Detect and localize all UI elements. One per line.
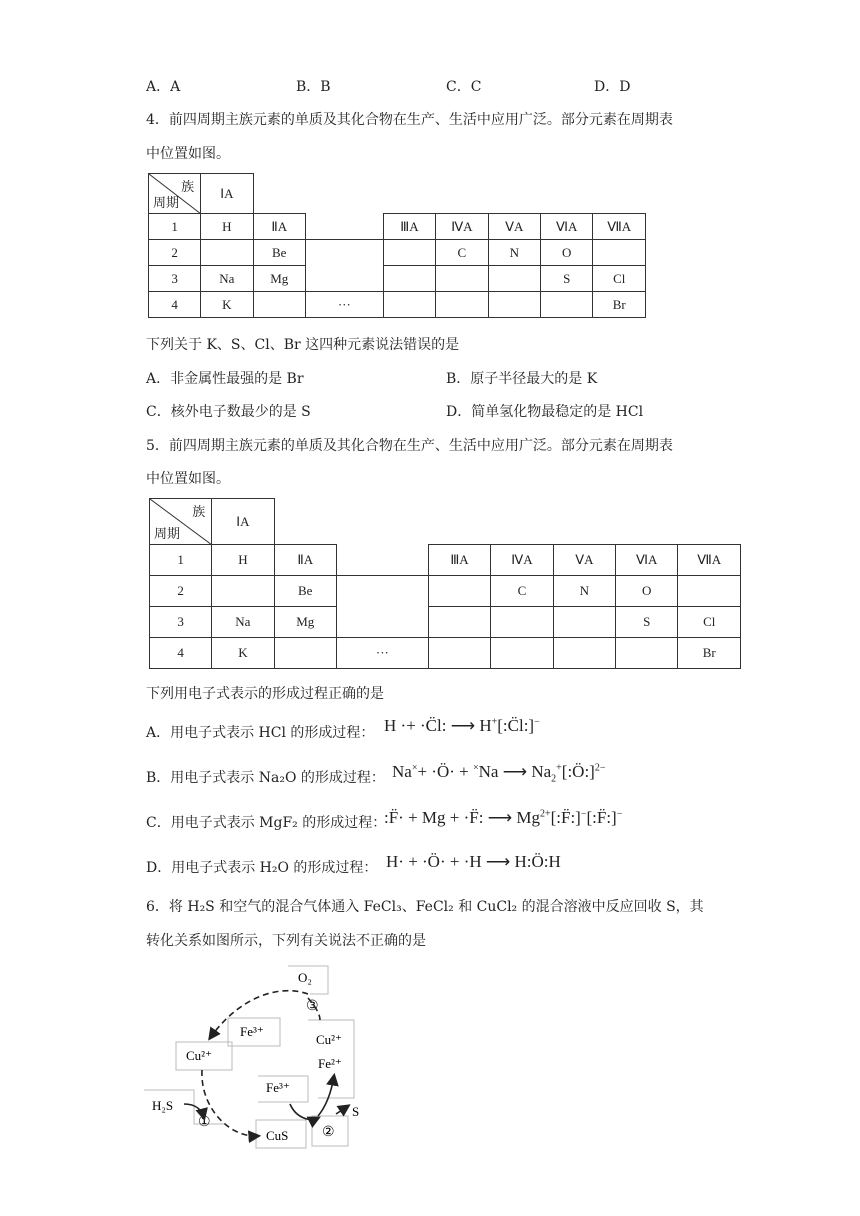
fe3-label-bottom: Fe³⁺ <box>266 1080 290 1095</box>
step-3-marker: ③ <box>306 999 319 1014</box>
cus-label: CuS <box>266 1128 289 1143</box>
s-label: S <box>352 1104 360 1119</box>
fe2-label: Fe²⁺ <box>318 1056 342 1071</box>
step-2-marker: ② <box>322 1125 335 1140</box>
q5-stem: 下列用电子式表示的形成过程正确的是 <box>146 686 384 702</box>
q5-intro-line2: 中位置如图。 <box>146 471 230 487</box>
conversion-cycle-diagram <box>140 958 380 1158</box>
periodic-table-q5: 族 周期 ⅠA 1 H ⅡA ⅢA ⅣA ⅤA ⅥA ⅦA 2 Be C N O 3 Na Mg S Cl 4 K ··· Br <box>149 498 741 669</box>
periodic-table-q4: 族 周期 ⅠA 1 H ⅡA ⅢA ⅣA ⅤA ⅥA ⅦA 2 Be C N O 3 Na Mg S Cl 4 K ··· Br <box>148 173 646 318</box>
electron-formula-h2o: H· + ·Ö· + ·H ⟶ H:Ö:H <box>386 852 561 871</box>
table-corner: 族 周期 <box>150 499 212 545</box>
electron-formula-na2o: Na×+ ·Ö· + ×Na ⟶ $Na_2^+[:Ö:]^{2-}$ <box>392 762 606 785</box>
electron-formula-mgf2: :F̈· + Mg + ·F̈: ⟶ $Mg^{2+}[:F̈:]^-[:F̈:]^-$ <box>384 808 623 827</box>
q3-option-a: A．A <box>146 79 181 95</box>
step-1-marker: ① <box>198 1115 211 1130</box>
q6-line2: 转化关系如图所示，下列有关说法不正确的是 <box>146 933 426 949</box>
q4-option-c: C．核外电子数最少的是 S <box>146 404 311 420</box>
table-corner: 族 周期 <box>149 174 201 214</box>
q5-option-b: B．用电子式表示 Na₂O 的形成过程： <box>146 770 385 786</box>
fe3-label-top: Fe³⁺ <box>240 1024 264 1039</box>
q5-intro-line1: 5．前四周期主族元素的单质及其化合物在生产、生活中应用广泛。部分元素在周期表 <box>146 438 673 454</box>
h2s-label: H₂S <box>152 1098 174 1113</box>
q5-option-a: A．用电子式表示 HCl 的形成过程： <box>146 725 375 741</box>
q4-intro-line2: 中位置如图。 <box>146 146 230 162</box>
q4-option-b: B．原子半径最大的是 K <box>446 371 598 387</box>
o2-label: O₂ <box>298 970 312 985</box>
q4-stem: 下列关于 K、S、Cl、Br 这四种元素说法错误的是 <box>146 337 460 353</box>
q3-option-c: C．C <box>446 79 482 95</box>
cu2-label-left: Cu²⁺ <box>186 1048 212 1063</box>
q5-option-c: C．用电子式表示 MgF₂ 的形成过程： <box>146 815 387 831</box>
q3-option-b: B．B <box>296 79 331 95</box>
q4-intro-line1: 4．前四周期主族元素的单质及其化合物在生产、生活中应用广泛。部分元素在周期表 <box>146 112 673 128</box>
q3-option-d: D．D <box>594 79 631 95</box>
q4-option-a: A．非金属性最强的是 Br <box>146 371 304 387</box>
cu2-label-right: Cu²⁺ <box>316 1032 342 1047</box>
q5-option-d: D．用电子式表示 H₂O 的形成过程： <box>146 860 378 876</box>
q4-option-d: D．简单氢化物最稳定的是 HCl <box>446 404 644 420</box>
electron-formula-hcl: H ·+ ·C̈l: ⟶ H+[:C̈l:]− <box>384 716 540 735</box>
q6-line1: 6．将 H₂S 和空气的混合气体通入 FeCl₃、FeCl₂ 和 CuCl₂ 的混合溶液中反应回收 S，其 <box>146 899 704 915</box>
